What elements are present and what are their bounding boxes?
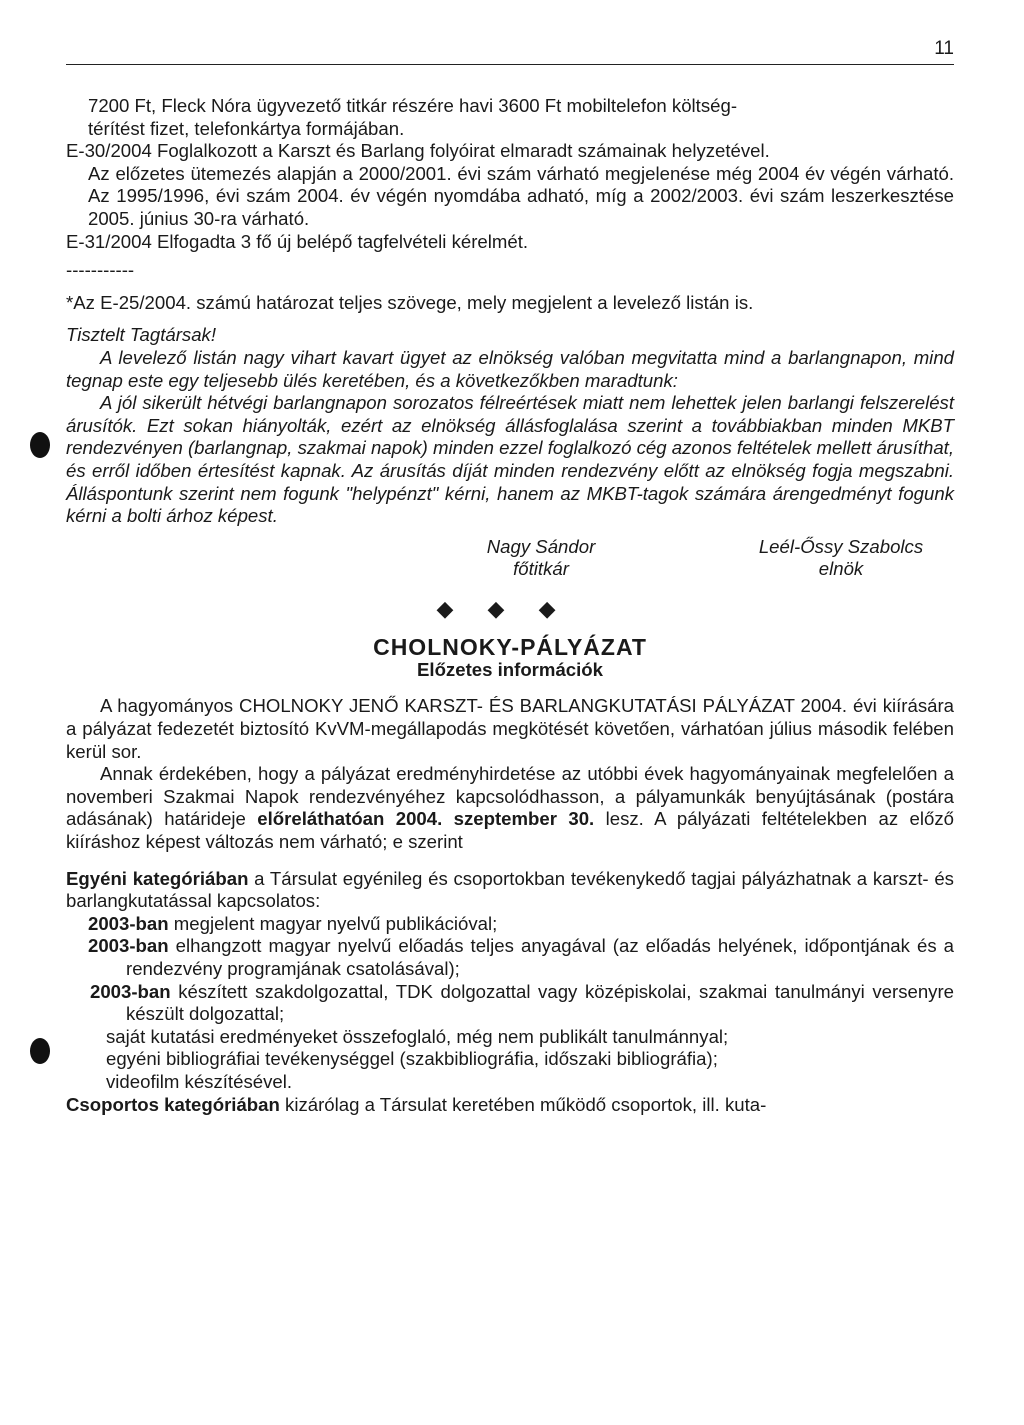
list-item-6: videofilm készítésével. [106, 1070, 293, 1092]
para-2-text-c: lesz. A pályázati feltételekben az előző kiíráshoz képest változás nem várható; e szerint [66, 808, 954, 853]
signatures [66, 536, 954, 586]
line-4: Az előzetes ütemezés alapján a 2000/2001. évi szám várható megjelenése még 2004 év végén várható. Az 1995/1996, évi szám 2004. év végén nyomdába adható, míg a 2002/2003. évi szám leszerkesztése 2005. június 30-ra várható. [88, 162, 954, 229]
line-2: térítést fizet, telefonkártya formájában. [88, 117, 405, 139]
line-3: E-30/2004 Foglalkozott a Karszt és Barlang folyóirat elmaradt számainak helyzetével. [66, 140, 770, 162]
category-group-label: Csoportos kategóriában [66, 1093, 280, 1115]
list-item-2-year: 2003-ban [88, 935, 169, 957]
header-rule [66, 64, 954, 65]
page-number: 11 [934, 38, 954, 59]
category-individual-text: a Társulat egyénileg és csoportokban tevékenykedő tagjai pályázhatnak a karszt- és barlangkutatással kapcsolatos: [66, 867, 954, 912]
page-body [66, 95, 954, 1116]
list-item-3-year: 2003-ban [90, 980, 171, 1002]
line-1: 7200 Ft, Fleck Nóra ügyvezető titkár részére havi 3600 Ft mobiltelefon költség- [88, 95, 738, 116]
punch-hole-top [30, 432, 50, 458]
dash-separator: ----------- [66, 259, 135, 281]
signature-1-name: Nagy Sándor [486, 535, 596, 557]
section-para-2 [66, 763, 954, 853]
list-item-2-text: elhangzott magyar nyelvű előadás teljes anyagával (az előadás helyének, időpontjának és a rendezvény programjának csatolásával); [126, 935, 954, 979]
diamond-separator: ◆ ◆ ◆ [436, 595, 570, 621]
list-item-1-text: megjelent magyar nyelvű publikációval; [168, 912, 498, 934]
signature-1 [446, 536, 636, 581]
line-5: E-31/2004 Elfogadta 3 fő új belépő tagfelvételi kérelmét. [66, 230, 529, 252]
list-item-3 [66, 981, 954, 1026]
list-item-3-text: készített szakdolgozattal, TDK dolgozattal vagy középiskolai, szakmai tanulmányi versenyre készült dolgozattal; [126, 980, 954, 1025]
category-group-text: kizárólag a Társulat keretében működő csoportok, ill. kuta- [279, 1093, 767, 1115]
category-individual-label: Egyéni kategóriában [66, 867, 249, 889]
para-2-text-a: Annak érdekében, hogy a pályázat eredményhirdetése az utóbbi évek hagyományainak megfelelően a novemberi Szakmai Napok rendezvényéhez kapcsolódhasson, a pályamunkák benyújtásának (postára adásának) határideje [66, 763, 954, 830]
punch-hole-bottom [30, 1038, 50, 1064]
list-item-1 [66, 913, 954, 936]
deadline: előreláthatóan 2004. szeptember 30. [257, 808, 595, 830]
list-item-1-year: 2003-ban [88, 912, 169, 934]
statement-para-2: A jól sikerült hétvégi barlangnapon sorozatos félreértések miatt nem lehettek jelen barlangi felszerelést árusítók. Ezt sokan hiányolták, ezért az elnökség állásfoglalása szerint a továbbiakban minden MKBT rendezvényen (barlangnap, szakmai napok) minden ezzel foglalkozó cég azonos feltételek mellett árusíthat, és erről időben értesítést kapnak. Az árusítás díját minden rendezvény előtt az elnökség fogja megszabni. Álláspontunk szerint nem fogunk "helypénzt" kérni, hanem az MKBT-tagok számára árengedményt fogunk kérni a bolti árhoz képest. [66, 392, 954, 527]
signature-2-name: Leél-Őssy Szabolcs [758, 535, 924, 557]
list-item-2 [66, 935, 954, 980]
signature-2 [726, 536, 956, 581]
greeting: Tisztelt Tagtársak! [66, 324, 217, 346]
signature-2-role: elnök [818, 558, 864, 580]
category-group [66, 1094, 954, 1117]
section-title: CHOLNOKY-PÁLYÁZAT [373, 634, 647, 661]
page [66, 0, 954, 1425]
footnote: *Az E-25/2004. számú határozat teljes szövege, mely megjelent a levelező listán is. [66, 291, 754, 313]
list-item-5: egyéni bibliográfiai tevékenységgel (szakbibliográfia, időszaki bibliográfia); [106, 1048, 718, 1070]
signature-1-role: főtitkár [513, 558, 569, 580]
section-subtitle: Előzetes információk [417, 658, 603, 680]
section-para-1: A hagyományos CHOLNOKY JENŐ KARSZT- ÉS BARLANGKUTATÁSI PÁLYÁZAT 2004. évi kiírására a pályázat fedezetét biztosító KvVM-megállapodás megkötését követően, várhatóan július második felében kerül sor. [66, 695, 954, 762]
statement-para-1: A levelező listán nagy vihart kavart ügyet az elnökség valóban megvitatta mind a barlangnapon, mind tegnap este egy teljesebb ülés keretében, és a következőkben maradtunk: [66, 346, 954, 391]
list-item-4: saját kutatási eredményeket összefoglaló, még nem publikált tanulmánnyal; [106, 1025, 729, 1047]
category-individual [66, 868, 954, 913]
